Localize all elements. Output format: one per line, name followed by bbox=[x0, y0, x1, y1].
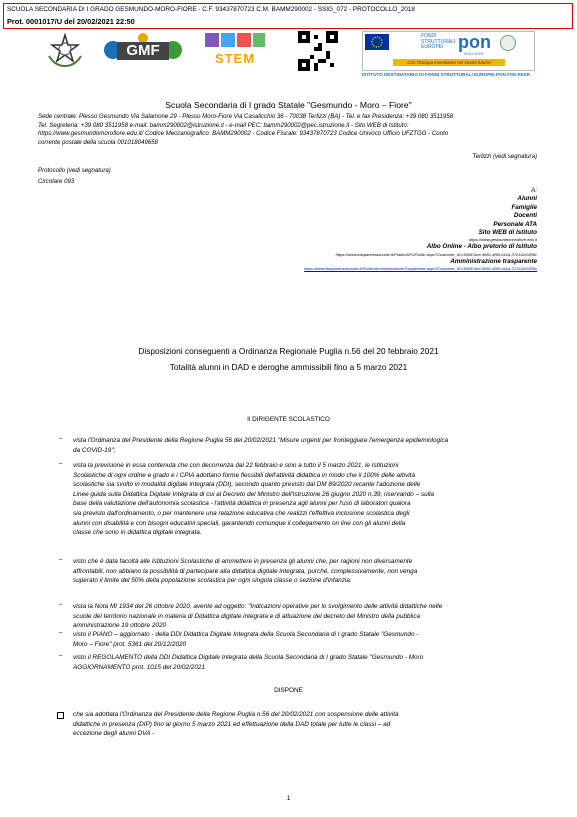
premise-text bbox=[73, 630, 543, 649]
stem-logo-text: STEM bbox=[214, 51, 256, 66]
dispone-text bbox=[73, 710, 543, 739]
premise-text bbox=[73, 602, 543, 631]
premise-line: vista l'Ordinanza del Presidente della Regione Puglia 56 del 20/02/2021 "Misure urgenti per fronteggiare l'emergenza epidemiologica bbox=[73, 437, 449, 444]
premise-line: base della valutazione dell'autonomia scolastica - l'attività didattica in presenza agli alunni per l'uso di laboratori qualora bbox=[73, 500, 411, 508]
pon-banner bbox=[362, 31, 535, 71]
school-contact-block bbox=[38, 113, 548, 147]
terlizzi-place: Terlizzi (vedi segnatura) bbox=[472, 153, 537, 160]
albo-online-link[interactable]: https://www.trasparenzascuole.it/Public/APOPublic.aspx?Customer_ID=39067ace-9681-4f60-b11d-372111c0208c bbox=[335, 251, 537, 257]
premise-line: AGGIORNAMENTO prot. 1015 del 20/02/2021 bbox=[73, 663, 206, 671]
dash-bullet-icon: – bbox=[59, 653, 63, 659]
dirigente-heading: Il DIRIGENTE SCOLASTICO bbox=[247, 416, 330, 423]
recipient-famiglie: Famiglie bbox=[511, 203, 537, 211]
premise-line: visto il PIANO – aggiornato - della DDI Didattica Digitale Integrata della Scuola Secondaria di I grado Statale "Gesmundo - bbox=[73, 631, 419, 638]
premise-line: classe che sono in didattica digitale integrata. bbox=[73, 529, 202, 537]
fondi-line-2: STRUTTURALI bbox=[421, 38, 456, 45]
pon-logo-text: pon bbox=[458, 32, 491, 52]
premise-line: scuole del territorio nazionale in materia di Didattica digitale integrata e di attuazione del decreto del Ministro della pubblica bbox=[73, 612, 421, 620]
protocol-stamp bbox=[3, 3, 573, 29]
subject-line-1: Disposizioni conseguenti a Ordinanza Regionale Puglia n.56 del 20 febbraio 2021 bbox=[138, 346, 439, 356]
recipient-docenti: Docenti bbox=[513, 212, 537, 220]
recipient-amministrazione-trasparente: Amministrazione trasparente bbox=[450, 257, 537, 265]
stem-logo bbox=[203, 31, 267, 71]
premise-text bbox=[73, 557, 543, 586]
premise-text bbox=[73, 461, 543, 538]
premise-text bbox=[73, 436, 543, 455]
dispone-line: eccezione degli alunni DVA - bbox=[73, 730, 155, 738]
protocollo-label: Protocollo (vedi segnatura) bbox=[38, 167, 111, 174]
stamp-line-2: Prot. 0001017/U del 20/02/2021 22:50 bbox=[7, 17, 135, 26]
premise-line: Linee guida sulla Didattica Digitale Integrata di cui al Decreto del Ministro dell'Istruzione 26 giugno 2020 n.39, riservando – sulla bbox=[73, 490, 435, 498]
recipient-personale-ata: Personale ATA bbox=[493, 220, 537, 228]
recipients-block bbox=[304, 187, 537, 272]
circolare-number: Circolare 093 bbox=[38, 178, 75, 185]
subject-line-2: Totalità alunni in DAD e deroghe ammissibili fino a 5 marzo 2021 bbox=[169, 362, 408, 372]
qr-code bbox=[298, 31, 338, 71]
recipient-albo-online: Albo Online - Albo pretorio di Istituto bbox=[426, 243, 537, 251]
premise-line: Moro – Fiore" prot. 5361 del 20/12/2020 bbox=[73, 640, 187, 648]
premise-line: alunni con disabilità e con bisogni educativi speciali, garantendo comunque il collegamento on line con gli alunni della bbox=[73, 519, 406, 527]
premise-line: amministrazione 19 ottobre 2020 bbox=[73, 622, 167, 630]
fondi-text bbox=[421, 34, 455, 51]
fondi-line-3: EUROPEI bbox=[421, 44, 444, 50]
stamp-line-1: SCUOLA SECONDARIA DI I GRADO GESMUNDO-MORO-FIORE - C.F. 93437870723 C.M. BAMM290002 - SSIG_072 - PROTOCOLLO_2018 bbox=[7, 6, 415, 13]
premise-line: sia previsto dall'ordinamento, o per mantenere una relazione educativa che realizzi l'effettiva inclusione scolastica degli bbox=[73, 509, 410, 517]
premise-line: affrontabili, non abbiano la possibilità di partecipare alla didattica digitale integrata, purché, complessivamente, non venga bbox=[73, 567, 418, 575]
square-bullet-icon bbox=[57, 712, 64, 719]
contact-line-2: Tel. Segreteria: +39 080 3511958 e-mail: bamm290002@istruzione.it - e-mail PEC: bamm290002@pec.istruzione.it - Sito WEB di Istituto: bbox=[38, 121, 409, 129]
premise-line: visto il REGOLAMENTO della DDI Didattica Digitale Integrata della Scuola Secondaria di I grado Statale "Gesmundo - Moro bbox=[73, 654, 424, 661]
amministrazione-trasparente-link[interactable]: https://www.trasparenzascuole.it/Public/AmministrazioneTrasparente.aspx?Customer_ID=39067ace-9681-4f60-b11d-372111c0208c bbox=[304, 266, 537, 272]
premise-line: visto che è data facoltà alle Istituzioni Scolastiche di ammettere in presenza gli alunni che, per ragioni non diversamente bbox=[73, 558, 413, 565]
dash-bullet-icon: – bbox=[59, 630, 63, 636]
premise-line: Scolastiche di ogni ordine e grado e i CPIA adottano forme flessibili dell'attività didattica in modo che il 100% delle attività bbox=[73, 471, 416, 479]
recipients-a: A: bbox=[531, 187, 537, 194]
fondi-line-1: FONDI bbox=[421, 33, 437, 39]
premise-line: da COVID-19"; bbox=[73, 446, 116, 454]
istituto-pon-caption: ISTITUTO DESTINATARIO DI FONDI STRUTTURALI EUROPEI PON FSE-FESR bbox=[362, 72, 530, 77]
contact-line-4: corrente postale della scuola 001018049658 bbox=[38, 138, 158, 146]
gmf-logo-text: GMF bbox=[126, 42, 160, 59]
dispone-line: didattiche in presenza (DIP) fino al giorno 5 marzo 2021 ed effettuazione della DAD totale per tutte le classi – ad bbox=[73, 720, 391, 728]
premise-line: scolastiche sia svolto in modalità digitale integrata (DDI), secondo quanto previsto dal DM 89/2020 recante l'adozione delle bbox=[73, 481, 421, 489]
eu-flag-icon bbox=[365, 34, 389, 50]
italian-emblem-logo bbox=[45, 32, 85, 68]
contact-line-3: https://www.gesmundomorofiore.edu.it/ Codice Meccanografico: BAMM290002 - Codice Fiscale: 93437870723 Codice Univoco Ufficio UFZTGG - Conto bbox=[38, 130, 449, 138]
premise-line: vista la Nota MI 1934 del 26 ottobre 2020, avente ad oggetto: "Indicazioni operative per lo svolgimento delle attività didattiche nelle bbox=[73, 603, 443, 610]
recipient-alunni: Alunni bbox=[517, 195, 537, 203]
dash-bullet-icon: – bbox=[59, 602, 63, 608]
pon-years: 2014-2020 bbox=[464, 51, 484, 56]
dispone-line: che sia adottata l'Ordinanza del Presidente della Regione Puglia n.56 del 20/02/2021 con sospensione delle attività bbox=[73, 711, 399, 718]
dash-bullet-icon: – bbox=[59, 461, 63, 467]
dash-bullet-icon: – bbox=[59, 436, 63, 442]
recipient-sito-web: Sito WEB di Istituto bbox=[478, 229, 537, 237]
gmf-logo bbox=[103, 32, 183, 70]
ministry-emblem-icon bbox=[500, 35, 516, 51]
premise-line: superato il limite del 50% della popolazione scolastica per ogni singola classe o sezione d'infanzia. bbox=[73, 577, 352, 585]
premise-line: vista la previsione in essa contenuta che con decorrenza dal 22 febbraio e sino a tutto il 5 marzo 2021, le Istituzioni bbox=[73, 462, 399, 469]
pon-banner-strip: Con l'Europa investiamo nel vostro futuro! bbox=[393, 59, 505, 66]
dispone-heading: DISPONE bbox=[274, 687, 303, 694]
dash-bullet-icon: – bbox=[59, 557, 63, 563]
page-number: 1 bbox=[286, 795, 291, 802]
contact-line-1: Sede centrale: Plesso Gesmundo Via Salamone 29 - Plesso Moro-Fiore Via Casalicchio 36 - 70038 Terlizzi (BA) - Tel. e fax Presidenza: +39 080 3511958 bbox=[38, 113, 453, 120]
premise-text bbox=[73, 653, 543, 672]
sito-web-link[interactable]: https://www.gesmundomorofiore.edu.it bbox=[468, 237, 537, 243]
school-name: Scuola Secondaria di I grado Statale "Gesmundo - Moro – Fiore" bbox=[165, 100, 412, 110]
